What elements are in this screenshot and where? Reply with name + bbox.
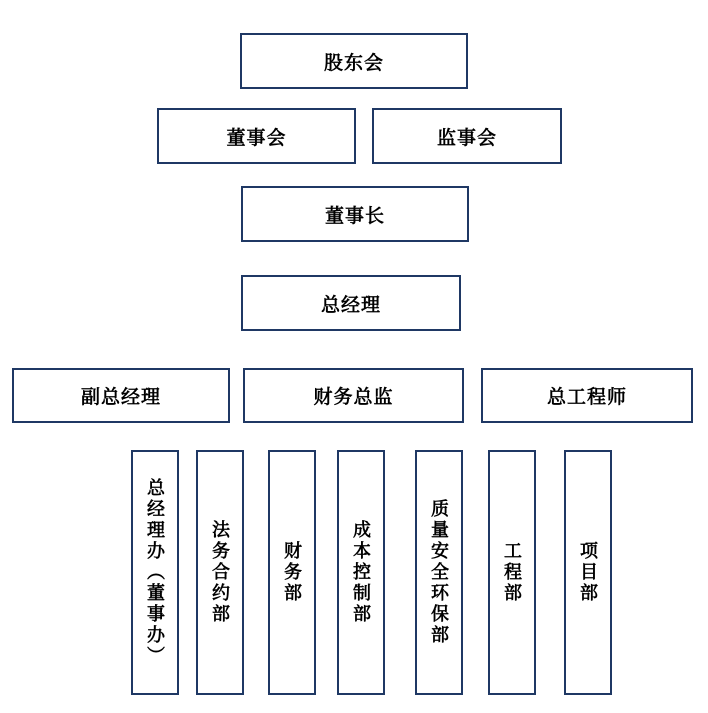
org-node-label: 董事长 — [324, 205, 385, 227]
org-node-label: 总经理 — [320, 294, 381, 316]
org-node-gm-office — [131, 450, 179, 695]
org-node-finance-dept — [268, 450, 316, 695]
org-node-legal-contract-dept — [196, 450, 244, 695]
org-node-chief-engineer — [481, 368, 693, 423]
org-node-project-dept — [564, 450, 612, 695]
org-node-label: 财务部 — [282, 541, 302, 604]
org-node-label: 总经理办（董事办） — [145, 478, 165, 667]
org-node-chairman — [241, 186, 469, 242]
org-node-label: 工程部 — [502, 541, 522, 604]
org-node-label: 法务合约部 — [210, 520, 230, 625]
org-node-supervisors — [372, 108, 562, 164]
org-node-label: 财务总监 — [313, 387, 394, 408]
org-node-label: 董事会 — [226, 127, 287, 149]
org-node-deputy-general-manager — [12, 368, 230, 423]
org-node-quality-safety-env-dept — [415, 450, 463, 695]
org-node-general-manager — [241, 275, 461, 331]
org-node-label: 股东会 — [323, 52, 384, 74]
org-node-label: 成本控制部 — [351, 520, 371, 625]
org-node-label: 总工程师 — [546, 387, 627, 408]
org-node-cost-control-dept — [337, 450, 385, 695]
org-node-label: 质量安全环保部 — [429, 499, 449, 646]
org-node-label: 项目部 — [578, 541, 598, 604]
org-node-board — [157, 108, 356, 164]
org-node-engineering-dept — [488, 450, 536, 695]
org-node-label: 副总经理 — [80, 387, 161, 408]
org-node-shareholders — [240, 33, 468, 89]
org-node-label: 监事会 — [436, 127, 497, 149]
org-node-finance-director — [243, 368, 464, 423]
